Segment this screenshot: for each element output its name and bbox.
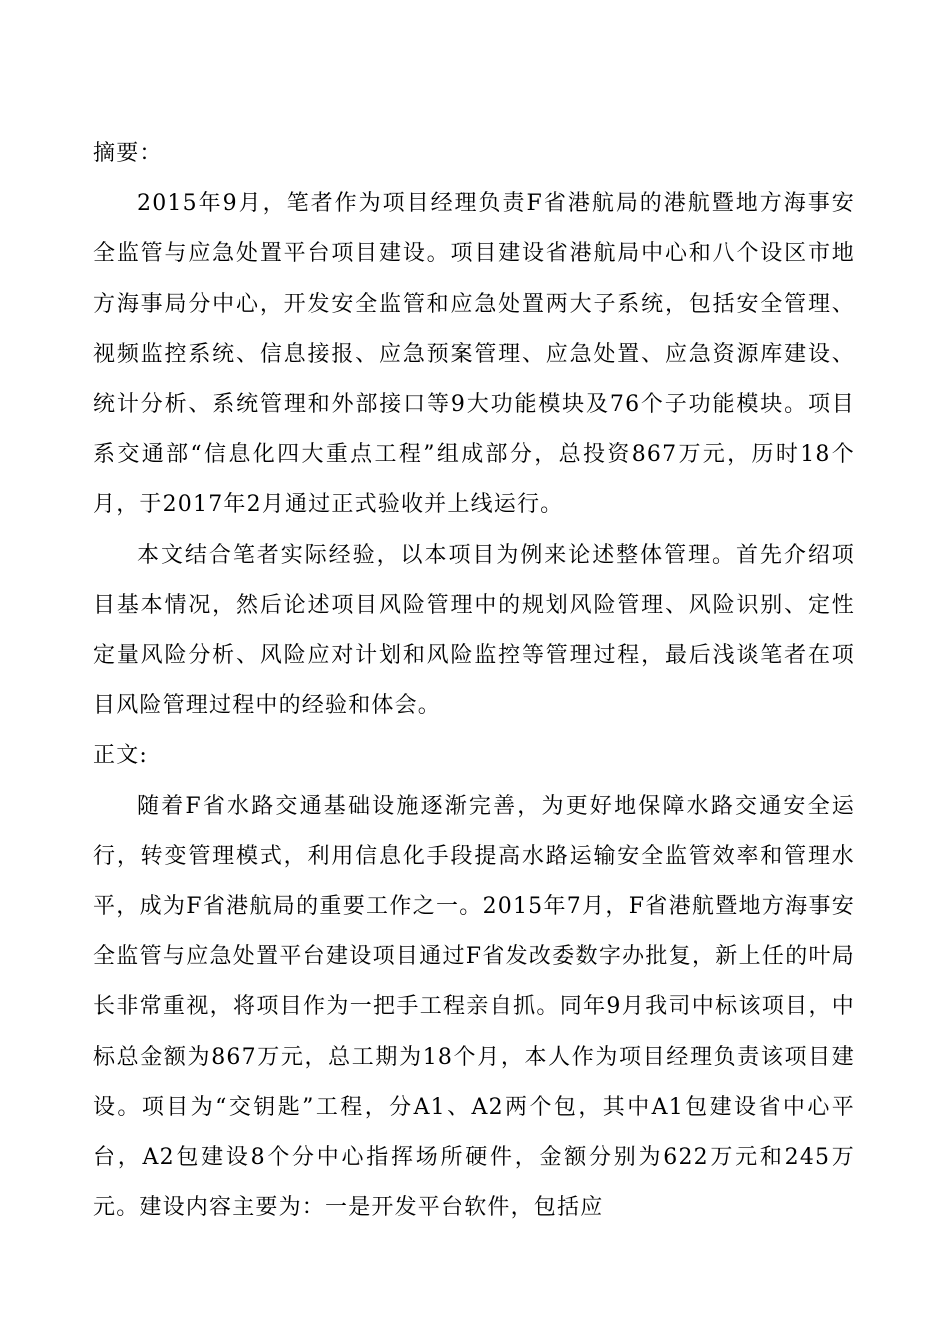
- document-text: [93, 129, 855, 1233]
- body-heading: 正文:: [93, 743, 149, 769]
- abstract-paragraph-1: 2015年9月，笔者作为项目经理负责F省港航局的港航暨地方海事安全监管与应急处置平台项目建设。项目建设省港航局中心和八个设区市地方海事局分中心，开发安全监管和应急处置两大子系统，包括安全管理、视频监控系统、信息接报、应急预案管理、应急处置、应急资源库建设、统计分析、系统管理和外部接口等9大功能模块及76个子功能模块。项目系交通部“信息化四大重点工程”组成部分，总投资867万元，历时18个月，于2017年2月通过正式验收并上线运行。: [93, 191, 855, 518]
- abstract-heading: 摘要：: [93, 141, 163, 166]
- abstract-paragraph-2: 本文结合笔者实际经验，以本项目为例来论述整体管理。首先介绍项目基本情况，然后论述项目风险管理中的规划风险管理、风险识别、定性定量风险分析、风险应对计划和风险监控等管理过程，最后浅谈笔者在项目风险管理过程中的经验和体会。: [93, 542, 855, 719]
- body-paragraph-1: 随着F省水路交通基础设施逐渐完善，为更好地保障水路交通安全运行，转变管理模式，利用信息化手段提高水路运输安全监管效率和管理水平，成为F省港航局的重要工作之一。2015年7月，F省港航暨地方海事安全监管与应急处置平台建设项目通过F省发改委数字办批复，新上任的叶局长非常重视，将项目作为一把手工程亲自抓。同年9月我司中标该项目，中标总金额为867万元，总工期为18个月，本人作为项目经理负责该项目建设。项目为“交钥匙”工程，分A1、A2两个包，其中A1包建设省中心平台，A2包建设8个分中心指挥场所硬件，金额分别为622万元和245万元。建设内容主要为：一是开发平台软件，包括应: [93, 793, 855, 1221]
